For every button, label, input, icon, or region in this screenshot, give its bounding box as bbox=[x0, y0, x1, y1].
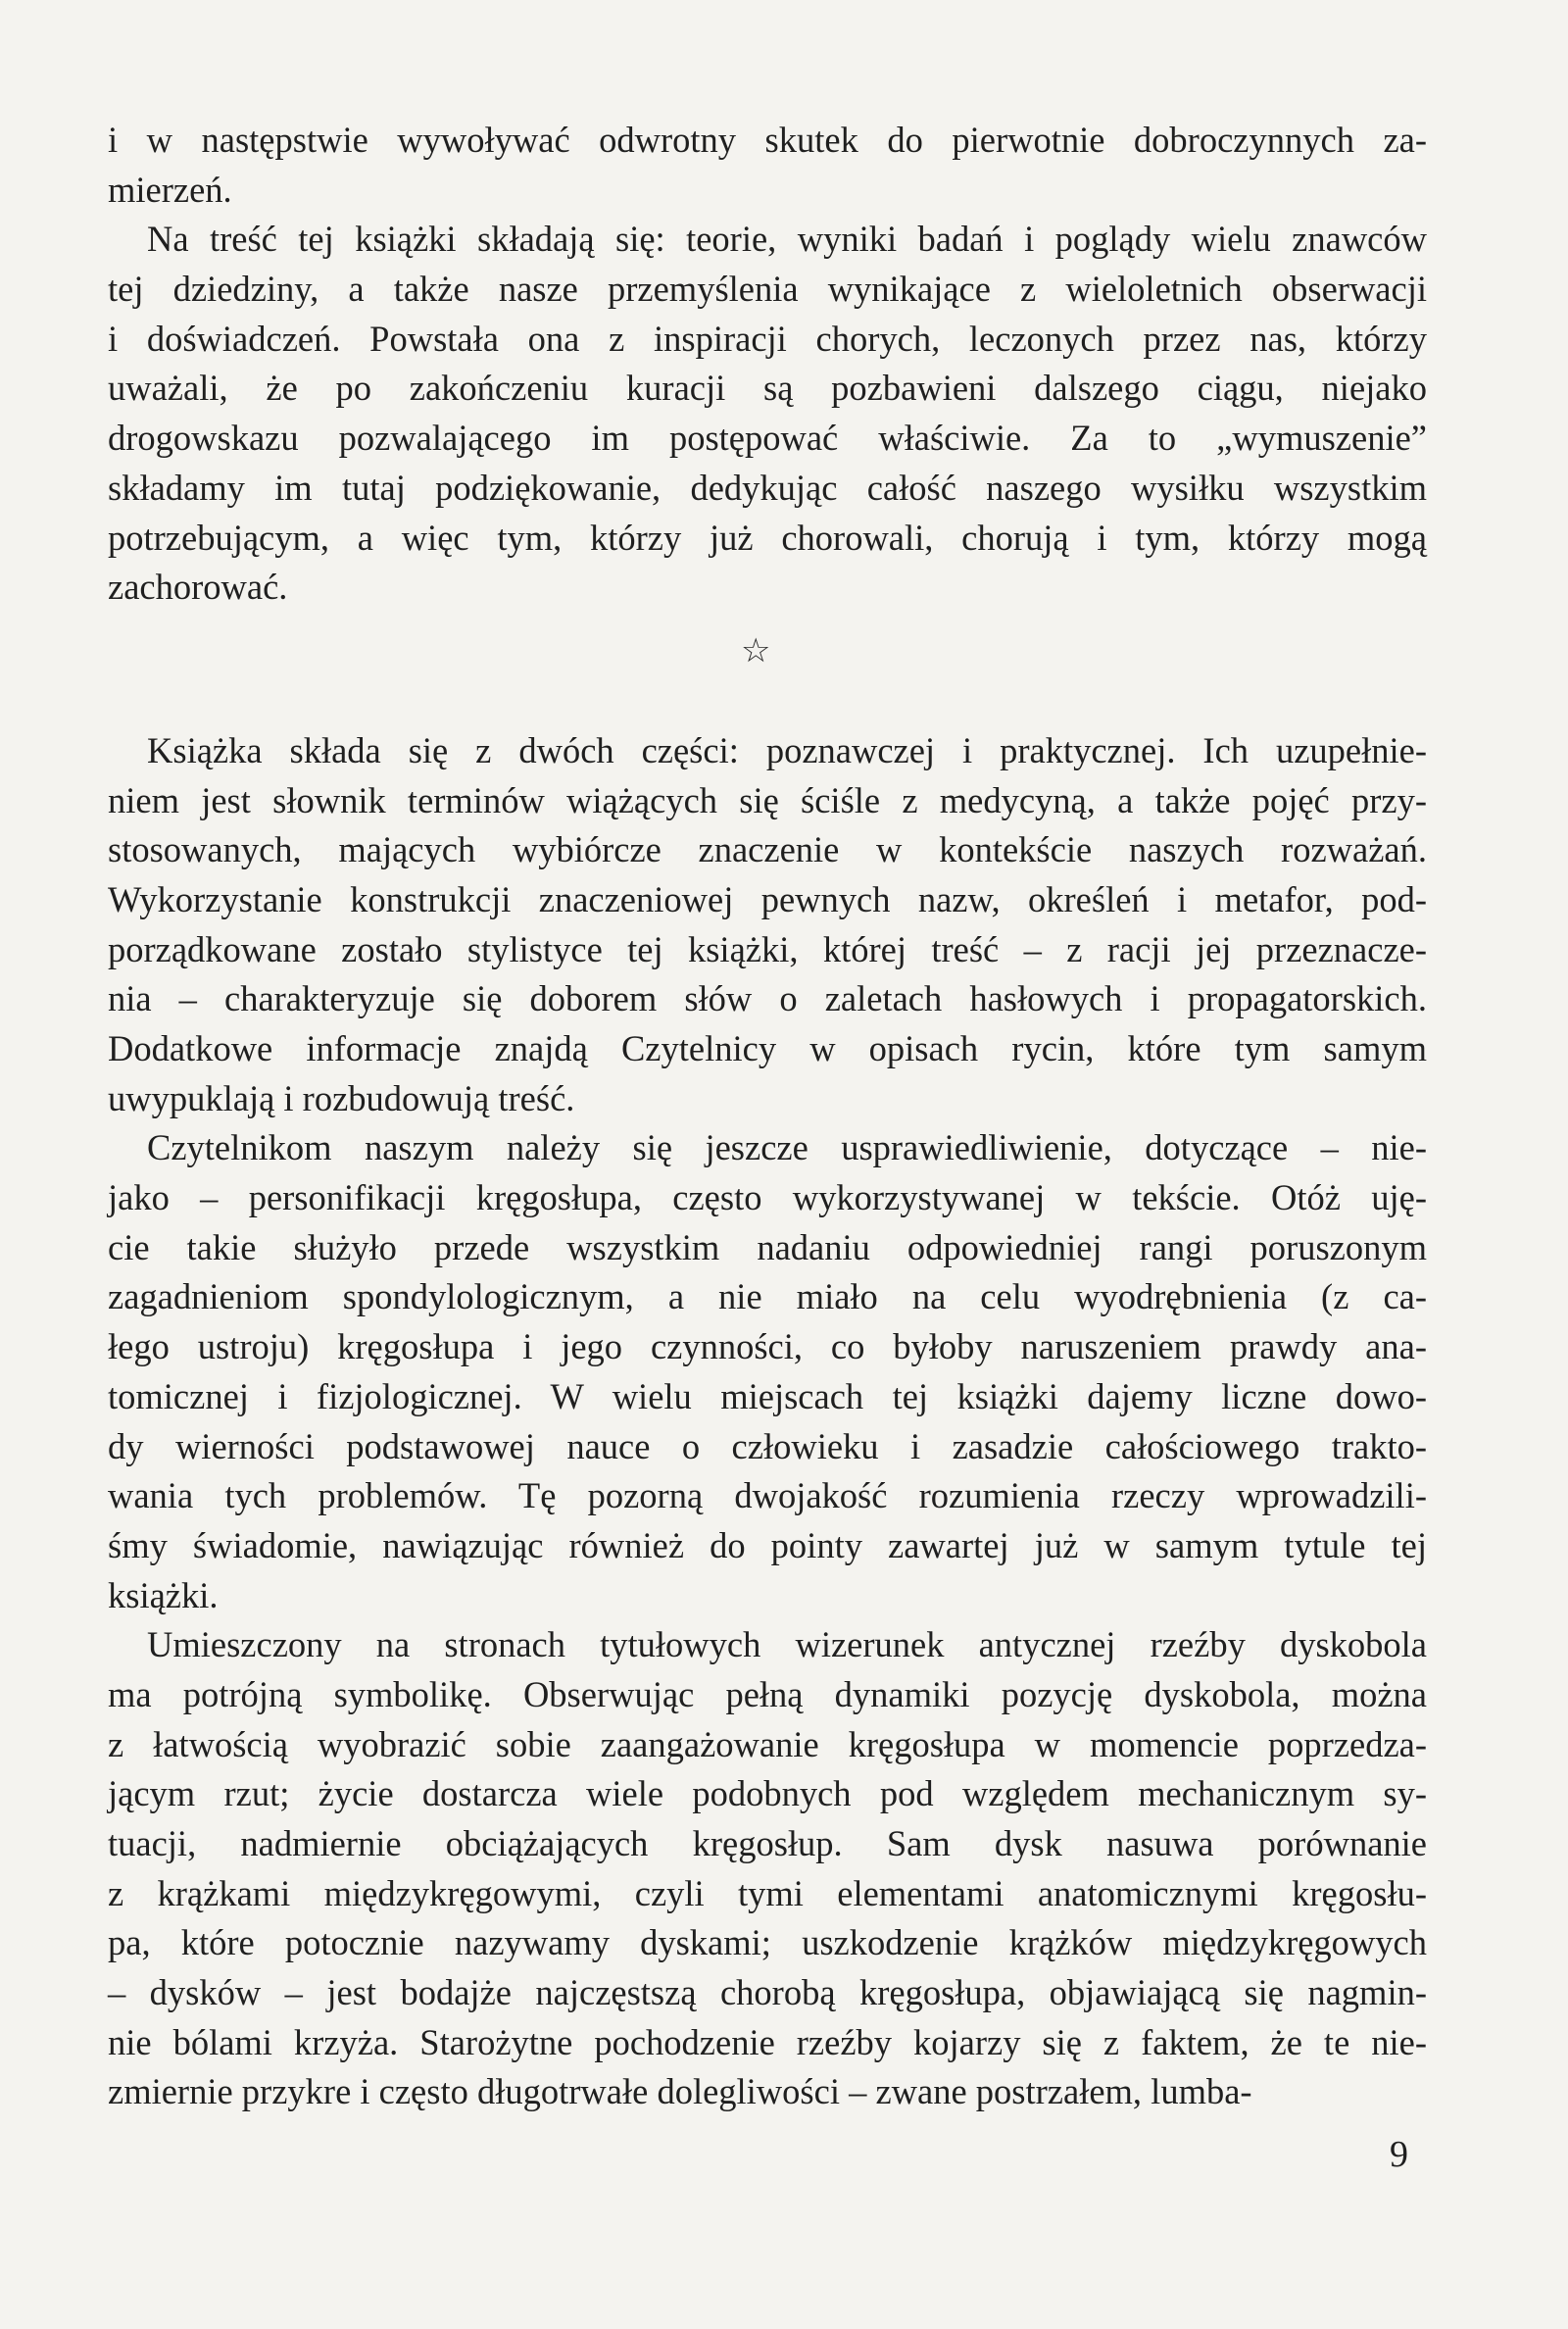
text-line: nia – charakteryzuje się doborem słów o zaletach hasłowych i propagatorskich. bbox=[108, 978, 1427, 1019]
paragraph bbox=[108, 1123, 1427, 1620]
text-line: jącym rzut; życie dostarcza wiele podobnych pod względem mechanicznym sy- bbox=[108, 1773, 1427, 1814]
text-line: składamy im tutaj podziękowanie, dedykując całość naszego wysiłku wszystkim bbox=[108, 467, 1427, 508]
text-line: zachorować. bbox=[108, 567, 288, 608]
text-line: uważali, że po zakończeniu kuracji są pozbawieni dalszego ciągu, niejako bbox=[108, 368, 1427, 409]
text-line: niem jest słownik terminów wiążących się ściśle z medycyną, a także pojęć przy- bbox=[108, 779, 1427, 820]
text-line: cie takie służyło przede wszystkim nadaniu odpowiedniej rangi poruszonym bbox=[108, 1226, 1427, 1267]
page-number: 9 bbox=[1390, 2134, 1408, 2175]
text-line: Czytelnikom naszym należy się jeszcze usprawiedliwienie, dotyczące – nie- bbox=[147, 1127, 1427, 1168]
text-line: i doświadczeń. Powstała ona z inspiracji chorych, leczonych przez nas, którzy bbox=[108, 318, 1427, 359]
text-line: i w następstwie wywoływać odwrotny skutek do pierwotnie dobroczynnych za- bbox=[108, 120, 1427, 160]
text-line: zagadnieniom spondylologicznym, a nie miało na celu wyodrębnienia (z ca- bbox=[108, 1276, 1427, 1317]
text-line: nie bólami krzyża. Starożytne pochodzenie rzeźby kojarzy się z faktem, że te nie- bbox=[108, 2021, 1427, 2062]
text-line: mierzeń. bbox=[108, 169, 232, 210]
text-line: wania tych problemów. Tę pozorną dwojakość rozumienia rzeczy wprowadzili- bbox=[108, 1475, 1427, 1516]
text-line: uwypuklają i rozbudowują treść. bbox=[108, 1077, 575, 1118]
paragraph bbox=[108, 1620, 1427, 2117]
text-line: jako – personifikacji kręgosłupa, często wykorzystywanej w tekście. Otóż uję- bbox=[108, 1177, 1427, 1218]
body-text bbox=[108, 116, 1427, 2117]
text-line: tomicznej i fizjologicznej. W wielu miejscach tej książki dajemy liczne dowo- bbox=[108, 1375, 1427, 1416]
text-line: potrzebującym, a więc tym, którzy już chorowali, chorują i tym, którzy mogą bbox=[108, 517, 1427, 558]
text-line: z krążkami międzykręgowymi, czyli tymi elementami anatomicznymi kręgosłu- bbox=[108, 1872, 1427, 1913]
section-separator bbox=[108, 613, 1427, 726]
paragraph bbox=[108, 215, 1427, 613]
text-line: zmiernie przykre i często długotrwałe dolegliwości – zwane postrzałem, lumba- bbox=[108, 2071, 1252, 2112]
star-icon: ☆ bbox=[741, 630, 771, 670]
text-line: ma potrójną symbolikę. Obserwując pełną dynamiki pozycję dyskobola, można bbox=[108, 1673, 1427, 1714]
text-line: stosowanych, mających wybiórcze znaczenie w kontekście naszych rozważań. bbox=[108, 829, 1427, 870]
text-section-1 bbox=[108, 116, 1427, 613]
text-section-2 bbox=[108, 726, 1427, 2117]
text-line: Dodatkowe informacje znajdą Czytelnicy w opisach rycin, które tym samym bbox=[108, 1028, 1427, 1068]
text-line: Umieszczony na stronach tytułowych wizerunek antycznej rzeźby dyskobola bbox=[147, 1624, 1427, 1665]
text-line: książki. bbox=[108, 1574, 219, 1615]
text-line: porządkowane zostało stylistyce tej książki, której treść – z racji jej przeznacze- bbox=[108, 928, 1427, 969]
paragraph bbox=[108, 726, 1427, 1124]
paragraph bbox=[108, 116, 1427, 215]
text-line: Książka składa się z dwóch części: poznawczej i praktycznej. Ich uzupełnie- bbox=[147, 729, 1427, 770]
text-line: – dysków – jest bodajże najczęstszą chorobą kręgosłupa, objawiającą się nagmin- bbox=[108, 1972, 1427, 2013]
text-line: śmy świadomie, nawiązując również do pointy zawartej już w samym tytule tej bbox=[108, 1524, 1427, 1565]
text-line: tej dziedziny, a także nasze przemyślenia wynikające z wieloletnich obserwacji bbox=[108, 269, 1427, 310]
text-line: drogowskazu pozwalającego im postępować właściwie. Za to „wymuszenie” bbox=[108, 418, 1427, 459]
text-line: tuacji, nadmiernie obciążających kręgosłup. Sam dysk nasuwa porównanie bbox=[108, 1823, 1427, 1863]
text-line: z łatwością wyobrazić sobie zaangażowanie kręgosłupa w momencie poprzedza- bbox=[108, 1723, 1427, 1764]
text-line: dy wierności podstawowej nauce o człowieku i zasadzie całościowego trakto- bbox=[108, 1425, 1427, 1466]
text-line: łego ustroju) kręgosłupa i jego czynności, co byłoby naruszeniem prawdy ana- bbox=[108, 1326, 1427, 1367]
text-line: pa, które potocznie nazywamy dyskami; uszkodzenie krążków międzykręgowych bbox=[108, 1922, 1427, 1963]
text-line: Wykorzystanie konstrukcji znaczeniowej pewnych nazw, określeń i metafor, pod- bbox=[108, 878, 1427, 919]
text-line: Na treść tej książki składają się: teorie, wyniki badań i poglądy wielu znawców bbox=[147, 219, 1427, 260]
